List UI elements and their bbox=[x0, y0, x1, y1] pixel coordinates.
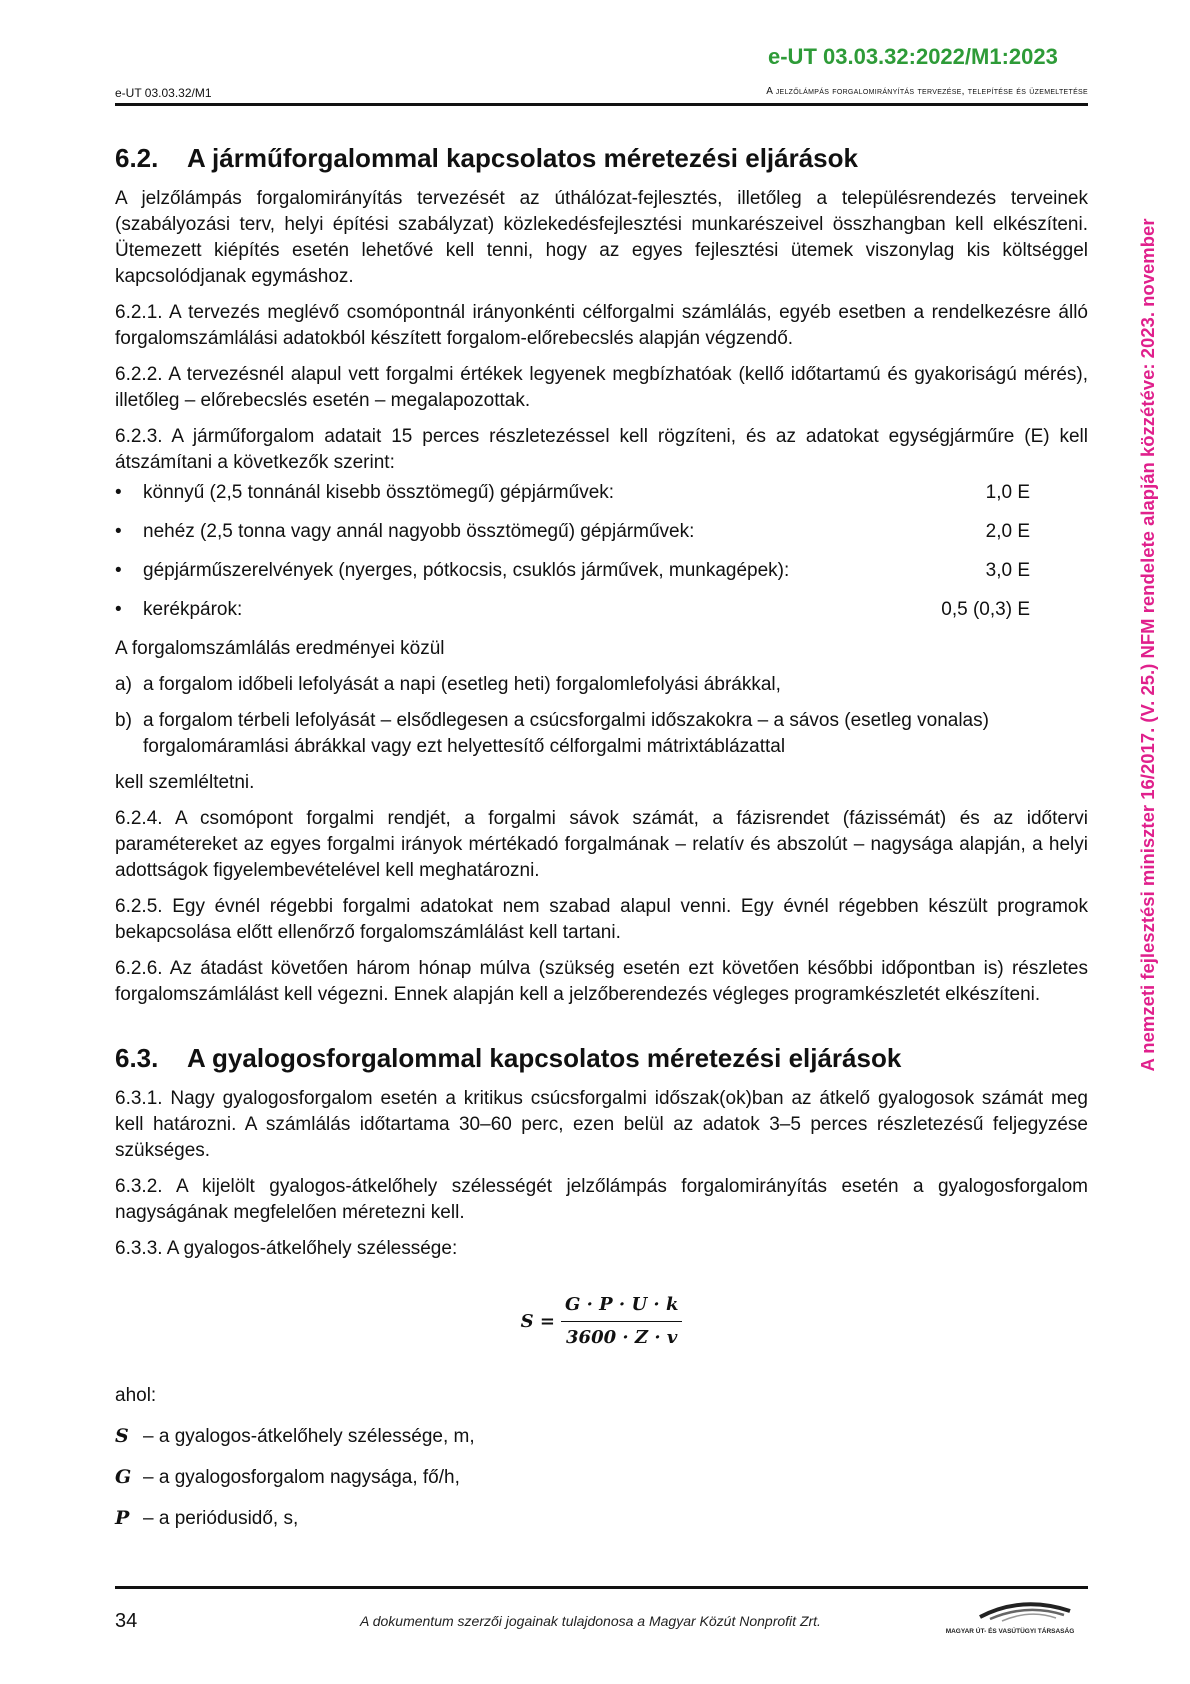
results-outro: kell szemléltetni. bbox=[115, 772, 255, 793]
formula-lhs: S = bbox=[520, 1310, 555, 1332]
list-item-text: kerékpárok: bbox=[143, 599, 243, 620]
definition-row bbox=[115, 1423, 1088, 1450]
definition-row bbox=[115, 1505, 1088, 1532]
formula-denominator: 3600 · Z · v bbox=[566, 1327, 678, 1348]
section-title: A gyalogosforgalommal kapcsolatos méretezési eljárások bbox=[187, 1043, 902, 1073]
vehicle-equivalent-list bbox=[115, 480, 1088, 636]
header-right: A jelzőlámpás forgalomirányítás tervezése, telepítése és üzemeltetése bbox=[766, 86, 1088, 97]
list-item bbox=[115, 597, 1088, 636]
paragraph-6-2-2: 6.2.2. A tervezésnél alapul vett forgalmi értékek legyenek megbízhatóak (kellő időtartamú és gyakoriságú mérés), illetőleg – előrebecslés esetén – megalapozottak. bbox=[115, 364, 1088, 411]
logo-text: MAGYAR ÚT- ÉS VASÚTÜGYI TÁRSASÁG bbox=[945, 1628, 1075, 1635]
results-item-b bbox=[115, 708, 1088, 760]
definition-text: – a gyalogosforgalom nagysága, fő/h, bbox=[143, 1467, 460, 1488]
list-item-value: 0,5 (0,3) E bbox=[941, 599, 1030, 620]
item-letter: b) bbox=[115, 710, 132, 731]
list-item-text: gépjárműszerelvények (nyerges, pótkocsis, csuklós járművek, munkagépek): bbox=[143, 560, 790, 581]
item-text: a forgalom időbeli lefolyását a napi (esetleg heti) forgalomlefolyási ábrákkal, bbox=[143, 674, 781, 695]
paragraph-6-2-4: 6.2.4. A csomópont forgalmi rendjét, a forgalmi sávok számát, a fázisrendet (fázissémát) és az időtervi paramétereket az egyes forgalmi irányok mértékadó forgalmának – relatív és abszolút – nagysága alapján, a helyi adottságok figyelembevételével kell meghatározni. bbox=[115, 808, 1088, 881]
side-note-text: A nemzeti fejlesztési miniszter 16/2017. (V. 25.) NFM rendelete alapján közzétéve: 2023. november bbox=[1137, 218, 1158, 1072]
item-letter: a) bbox=[115, 674, 132, 695]
paragraph-6-2-1: 6.2.1. A tervezés meglévő csomópontnál irányonkénti célforgalmi számlálás, egyéb esetben a rendelkezésre álló forgalomszámlálási adatokból készített forgalom-előrebecslés alapján végzendő. bbox=[115, 302, 1088, 349]
side-publication-note bbox=[1138, 150, 1158, 1140]
list-item bbox=[115, 480, 1088, 519]
formula-numerator: G · P · U · k bbox=[561, 1292, 682, 1322]
copyright-notice: A dokumentum szerzői jogainak tulajdonosa a Magyar Közút Nonprofit Zrt. bbox=[360, 1613, 821, 1629]
header-left: e-UT 03.03.32/M1 bbox=[115, 86, 212, 100]
definition-text: – a periódusidő, s, bbox=[143, 1508, 299, 1529]
list-item-value: 2,0 E bbox=[985, 521, 1030, 542]
section-number: 6.3. bbox=[115, 1043, 159, 1073]
where-label: ahol: bbox=[115, 1385, 157, 1406]
bullet-icon: • bbox=[115, 560, 122, 581]
page-content bbox=[115, 142, 1088, 1546]
width-formula bbox=[115, 1292, 1088, 1351]
section-number: 6.2. bbox=[115, 143, 159, 173]
paragraph-6-2-6: 6.2.6. Az átadást követően három hónap múlva (szükség esetén ezt követően későbbi időpontban is) részletes forgalomszámlálást kell végezni. Ennek alapján kell a jelzőberendezés végleges programkészletét elkészíteni. bbox=[115, 958, 1088, 1005]
paragraph-6-3-3: 6.3.3. A gyalogos-átkelőhely szélessége: bbox=[115, 1238, 458, 1259]
paragraph-6-3-1: 6.3.1. Nagy gyalogosforgalom esetén a kritikus csúcsforgalmi időszak(ok)ban az átkelő gyalogosok számát meg kell határozni. A számlálás időtartama 30–60 perc, ezen belül az adatok 3–5 perces részletezésű feljegyzése szükséges. bbox=[115, 1088, 1088, 1161]
document-code: e-UT 03.03.32:2022/M1:2023 bbox=[768, 44, 1058, 69]
page-number: 34 bbox=[115, 1610, 138, 1632]
list-item-text: könnyű (2,5 tonnánál kisebb össztömegű) gépjárművek: bbox=[143, 482, 615, 503]
definition-symbol: S bbox=[115, 1425, 129, 1447]
definition-symbol: G bbox=[115, 1466, 132, 1488]
bullet-icon: • bbox=[115, 482, 122, 503]
results-intro: A forgalomszámlálás eredményei közül bbox=[115, 638, 445, 659]
paragraph-6-3-2: 6.3.2. A kijelölt gyalogos-átkelőhely szélességét jelzőlámpás forgalomirányítás esetén a gyalogosforgalom nagyságának megfelelően méretezni kell. bbox=[115, 1176, 1088, 1223]
definition-text: – a gyalogos-átkelőhely szélessége, m, bbox=[143, 1426, 475, 1447]
list-item-text: nehéz (2,5 tonna vagy annál nagyobb össztömegű) gépjárművek: bbox=[143, 521, 695, 542]
bullet-icon: • bbox=[115, 521, 122, 542]
section-title: A járműforgalommal kapcsolatos méretezési eljárások bbox=[187, 143, 858, 173]
paragraph-intro: A jelzőlámpás forgalomirányítás tervezését az úthálózat-fejlesztés, illetőleg a településrendezés terveinek (szabályozási terv, helyi építési szabályzat) közlekedésfejlesztési munkarészeivel összhangban kell elkészíteni. Ütemezett kiépítés esetén lehetővé kell tenni, hogy az egyes fejlesztési ütemek viszonylag kis költséggel kapcsolódjanak egymáshoz. bbox=[115, 188, 1088, 287]
list-item bbox=[115, 558, 1088, 597]
header-rule bbox=[115, 103, 1088, 106]
formula-fraction bbox=[561, 1292, 682, 1351]
paragraph-6-2-5: 6.2.5. Egy évnél régebbi forgalmi adatokat nem szabad alapul venni. Egy évnél régebben készült programok bekapcsolása előtt ellenőrző forgalomszámlálást kell tartani. bbox=[115, 896, 1088, 943]
definition-row bbox=[115, 1464, 1088, 1491]
results-item-a bbox=[115, 672, 1088, 698]
society-logo bbox=[932, 1597, 1088, 1637]
bullet-icon: • bbox=[115, 599, 122, 620]
paragraph-6-2-3: 6.2.3. A járműforgalom adatait 15 perces részletezéssel kell rögzíteni, és az adatokat egységjárműre (E) kell átszámítani a következők szerint: bbox=[115, 426, 1088, 473]
road-logo-icon bbox=[932, 1597, 1088, 1637]
item-text: a forgalom térbeli lefolyását – elsődlegesen a csúcsforgalmi időszakokra – a sávos (esetleg vonalas) forgalomáramlási ábrákkal vagy ezt helyettesítő célforgalmi mátrixtáblázattal bbox=[143, 710, 989, 757]
section-heading-6-3 bbox=[115, 1042, 1088, 1074]
list-item-value: 3,0 E bbox=[985, 560, 1030, 581]
definition-symbol: P bbox=[115, 1507, 130, 1529]
list-item-value: 1,0 E bbox=[985, 482, 1030, 503]
list-item bbox=[115, 519, 1088, 558]
section-heading-6-2 bbox=[115, 142, 1088, 174]
footer-rule bbox=[115, 1586, 1088, 1589]
